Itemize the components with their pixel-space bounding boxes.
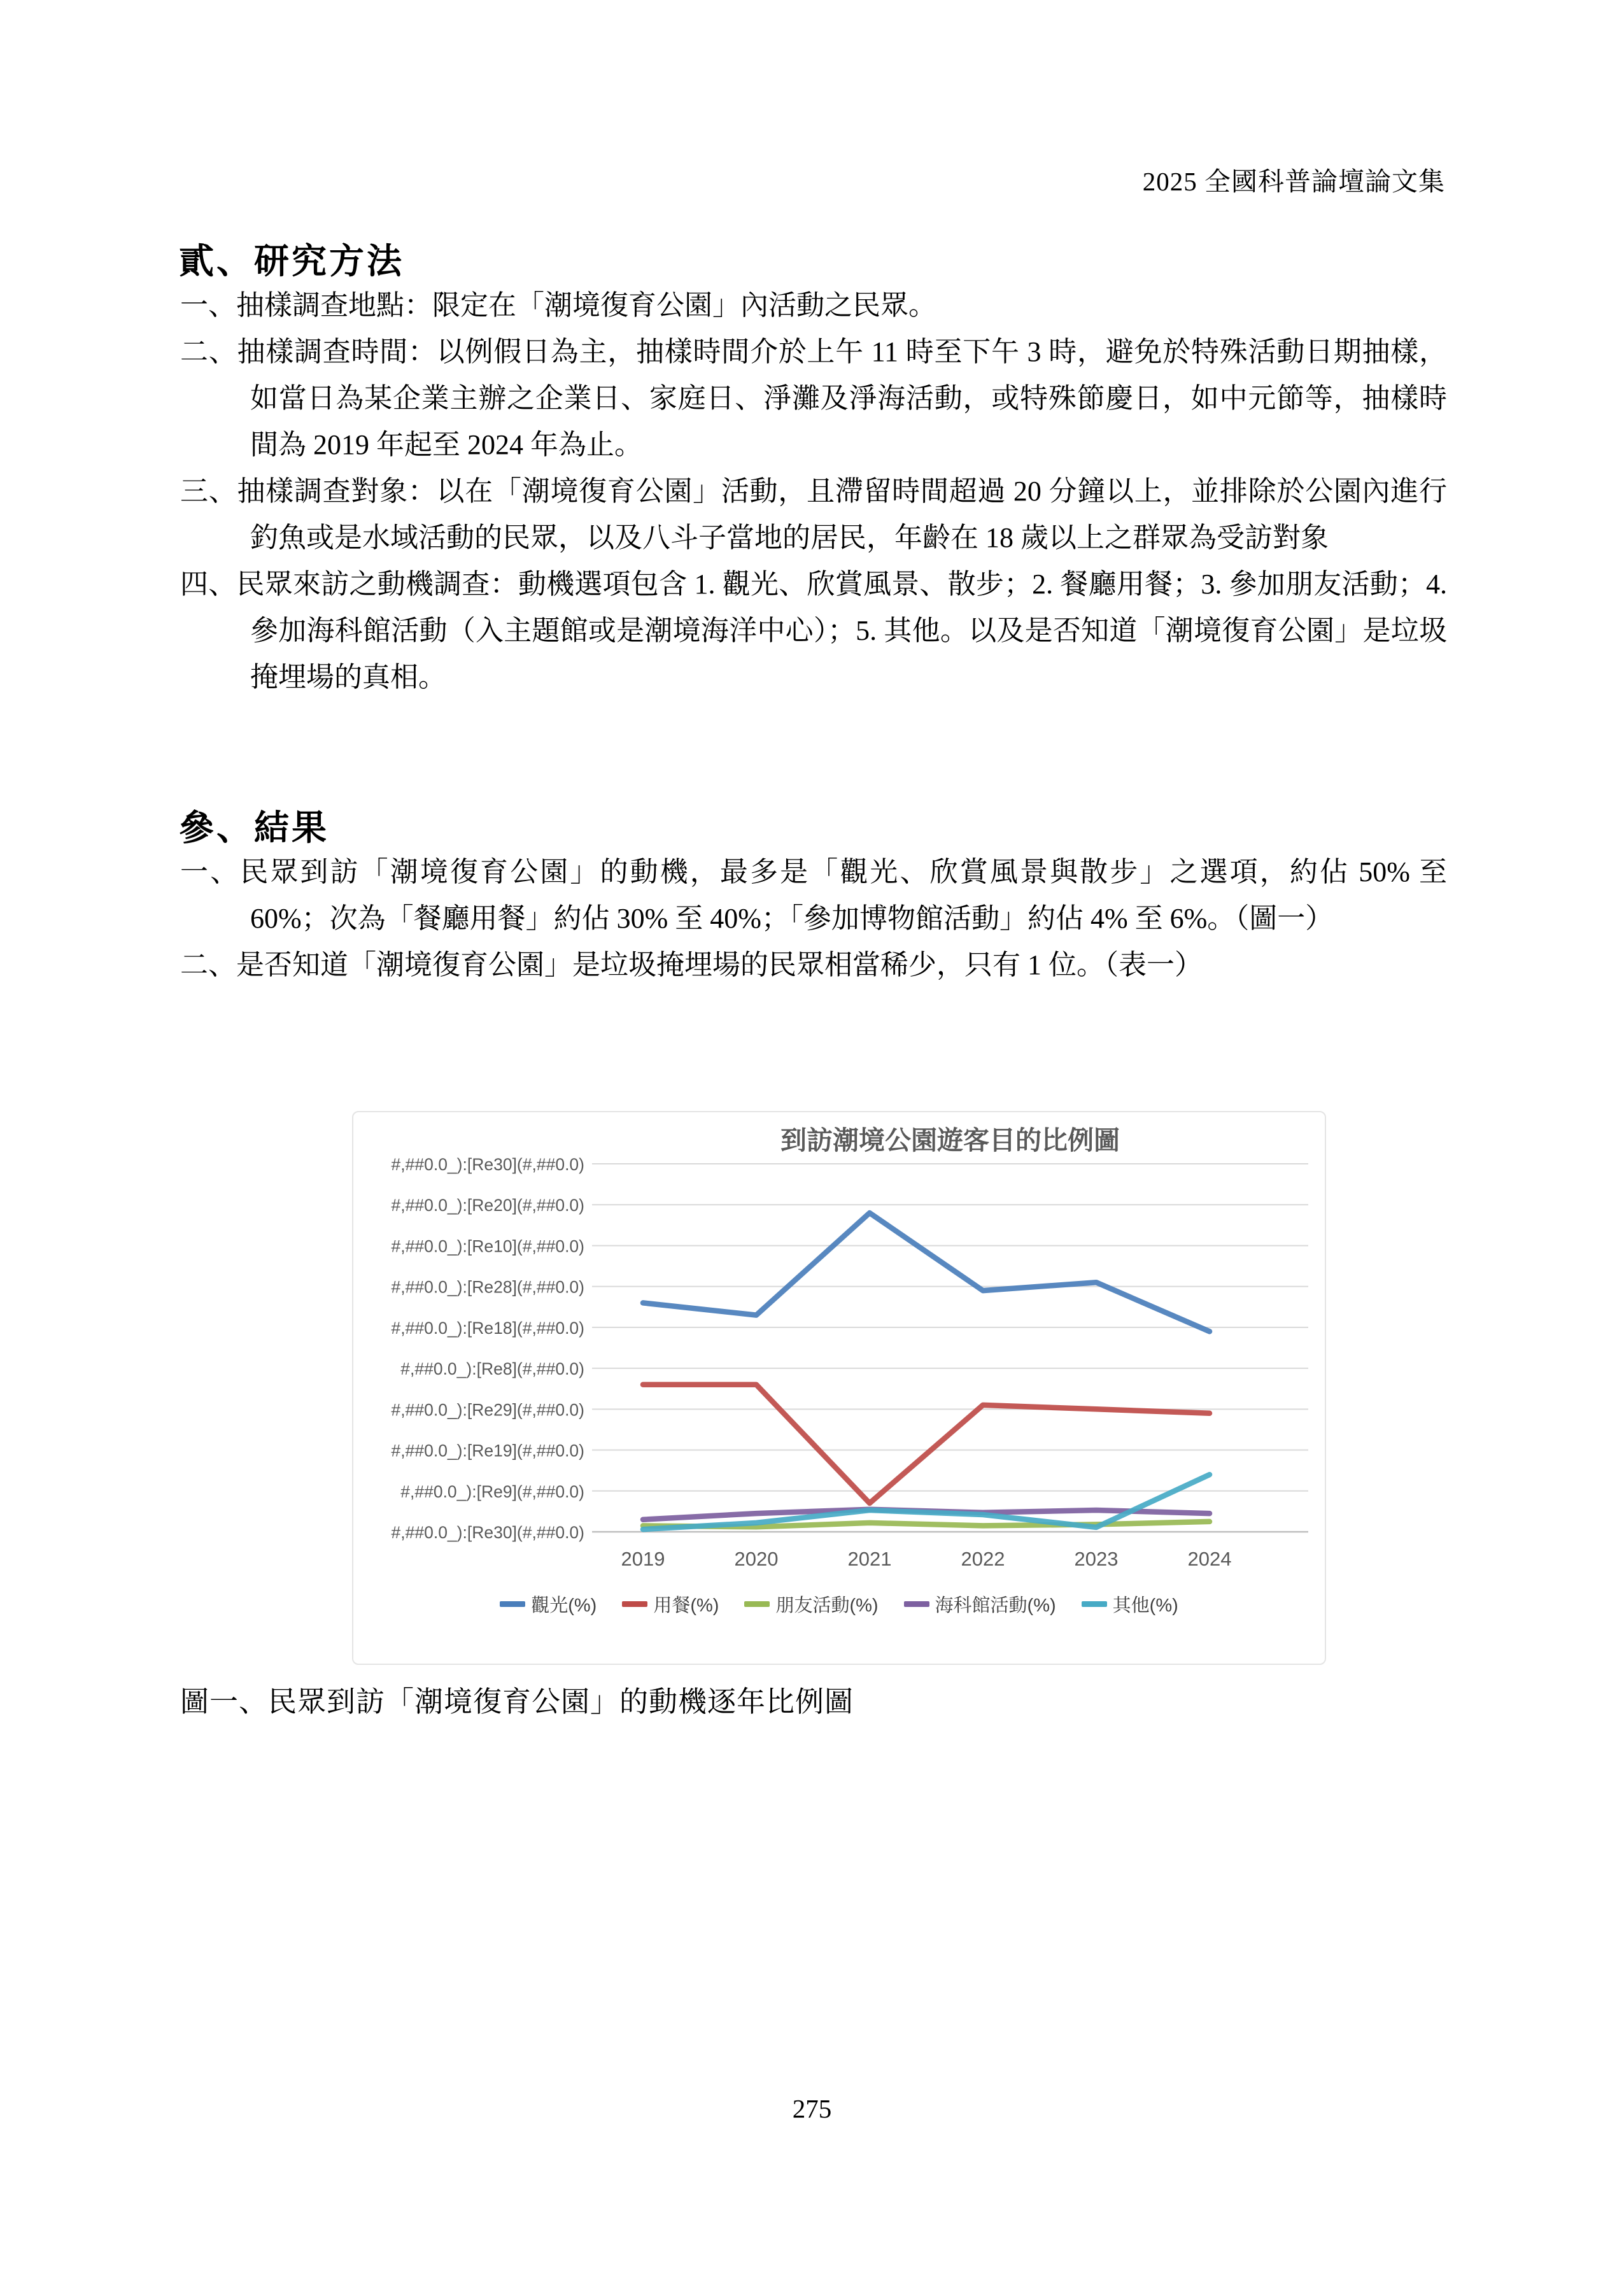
line-chart [353, 1112, 1325, 1583]
x-tick-label: 2021 [847, 1548, 892, 1570]
section-heading-methods: 貳、研究方法 [179, 242, 405, 281]
chart-canvas [353, 1112, 1325, 1583]
legend-swatch [904, 1601, 929, 1607]
legend-swatch [744, 1601, 770, 1607]
legend-item [500, 1591, 597, 1617]
series-line [643, 1213, 1210, 1331]
y-tick-label: #,##0.0_):[Re30](#,##0.0) [391, 1523, 584, 1542]
results-list [180, 849, 1447, 988]
legend-swatch [500, 1601, 525, 1607]
x-tick-label: 2020 [734, 1548, 779, 1570]
page-number: 275 [792, 2094, 832, 2123]
y-tick-label: #,##0.0_):[Re29](#,##0.0) [391, 1400, 584, 1420]
legend-item [744, 1591, 878, 1617]
legend-item [622, 1591, 719, 1617]
legend-label: 用餐(%) [653, 1595, 719, 1616]
chart-title: 到訪潮境公園遊客目的比例圖 [780, 1126, 1120, 1155]
y-tick-label: #,##0.0_):[Re9](#,##0.0) [400, 1482, 584, 1501]
list-item: 二、抽樣調查時間：以例假日為主，抽樣時間介於上午 11 時至下午 3 時，避免於特殊活動日期抽樣，如當日為某企業主辦之企業日、家庭日、淨灘及淨海活動，或特殊節慶日，如中元節等，抽樣時間為 2019 年起至 2024 年為止。 [180, 336, 1447, 460]
y-tick-label: #,##0.0_):[Re20](#,##0.0) [391, 1196, 584, 1215]
list-item: 一、抽樣調查地點：限定在「潮境復育公園」內活動之民眾。 [180, 290, 936, 321]
y-tick-label: #,##0.0_):[Re19](#,##0.0) [391, 1441, 584, 1461]
list-item: 三、抽樣調查對象：以在「潮境復育公園」活動，且滯留時間超過 20 分鐘以上，並排除於公園內進行釣魚或是水域活動的民眾，以及八斗子當地的居民，年齡在 18 歲以上之群眾為受訪對象 [180, 476, 1447, 553]
y-tick-label: #,##0.0_):[Re8](#,##0.0) [400, 1359, 584, 1379]
series-line [643, 1385, 1210, 1503]
y-tick-label: #,##0.0_):[Re18](#,##0.0) [391, 1318, 584, 1338]
legend-label: 觀光(%) [531, 1595, 597, 1616]
legend-swatch [622, 1601, 647, 1607]
list-item: 一、民眾到訪「潮境復育公園」的動機，最多是「觀光、欣賞風景與散步」之選項，約佔 50% 至 60%；次為「餐廳用餐」約佔 30% 至 40%；「參加博物館活動」約佔 4% 至 6%。（圖一） [180, 856, 1447, 934]
x-tick-label: 2022 [961, 1548, 1005, 1570]
x-tick-label: 2019 [621, 1548, 665, 1570]
chart-legend [353, 1591, 1325, 1617]
legend-label: 其他(%) [1112, 1595, 1178, 1616]
legend-label: 朋友活動(%) [775, 1595, 879, 1616]
y-tick-label: #,##0.0_):[Re28](#,##0.0) [391, 1277, 584, 1297]
section-heading-results: 參、結果 [179, 809, 330, 847]
x-tick-label: 2024 [1187, 1548, 1232, 1570]
methods-list [180, 282, 1447, 700]
x-tick-label: 2023 [1074, 1548, 1119, 1570]
list-item: 四、民眾來訪之動機調查：動機選項包含 1. 觀光、欣賞風景、散步；2. 餐廳用餐；3. 參加朋友活動；4. 參加海科館活動（入主題館或是潮境海洋中心）；5. 其他。以及是否知道「潮境復育公園」是垃圾掩埋場的真相。 [180, 569, 1447, 693]
list-item: 二、是否知道「潮境復育公園」是垃圾掩埋場的民眾相當稀少，只有 1 位。（表一） [180, 949, 1203, 980]
legend-item [1082, 1591, 1178, 1617]
legend-item [904, 1591, 1056, 1617]
figure-caption: 圖一、民眾到訪「潮境復育公園」的動機逐年比例圖 [180, 1686, 854, 1718]
y-tick-label: #,##0.0_):[Re30](#,##0.0) [391, 1155, 584, 1174]
y-tick-label: #,##0.0_):[Re10](#,##0.0) [391, 1236, 584, 1256]
legend-swatch [1082, 1601, 1107, 1607]
figure-line-chart [352, 1111, 1326, 1665]
legend-label: 海科館活動(%) [935, 1595, 1056, 1616]
journal-header: 2025 全國科普論壇論文集 [1142, 167, 1445, 196]
